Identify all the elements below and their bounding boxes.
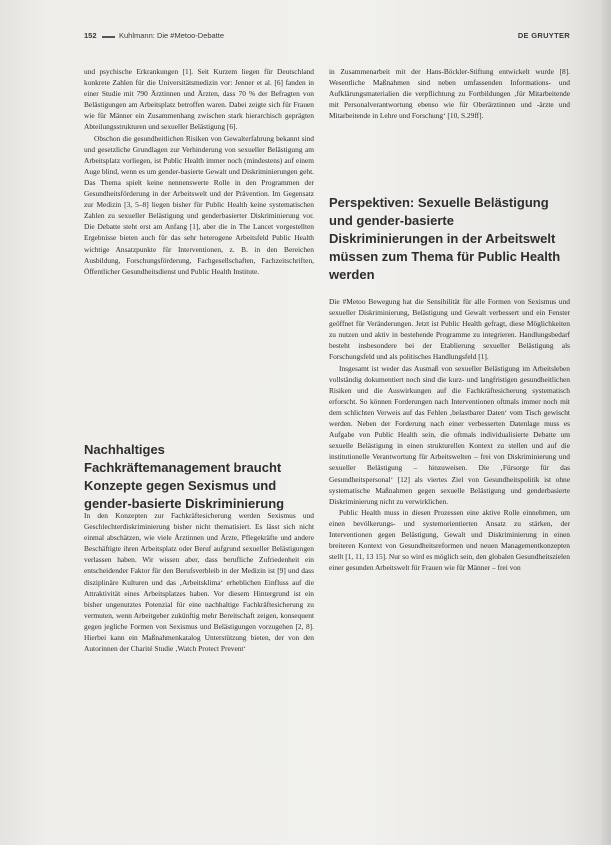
right-paragraph-1: in Zusammenarbeit mit der Hans-Böckler-Stiftung entwickelt wurde [8]. Wesentliche Maßnahmen sind neben umfassenden Informations- und Aufklärungsmaterialien die verpflichtung zu Fortbildungen ‚für Mitarbeitende mit Personalverantwortung ebenso wie für Oberärztinnen und -ärzte und Mitarbeitende in Lehre und Forschung‘ [10, S.29ff]. [329, 67, 570, 121]
header-rule [102, 36, 115, 38]
right-paragraph-3: Insgesamt ist weder das Ausmaß von sexueller Belästigung im Arbeitsleben vollständig dokumentiert noch sind die kurz- und langfristigen gesundheitlichen Risiken und die Auswirkungen auf die Fachkräftesicherung systematisch erforscht. So können Forderungen nach Interventionen oftmals immer noch mit dem schlichten Verweis auf das Fehlen ‚belastbarer Daten‘ vom Tisch gewischt werden. Neben der Forderung nach einer verbesserten Datenlage muss es Aufgabe von Public Health sein, die oftmals individualisierte Debatte um sexuelle Belästigung in einen strukturellen Kontext zu stellen und auf die institutionelle Verantwortung für Arbeitswelten – frei von Diskriminierung und sexueller Belästigung – hinzuweisen. Die ‚Fürsorge für das Gesundheitspersonal‘ [12] als viertes Ziel von Gesundheitspolitik ist ohne systematische Maßnahmen gegen sexuelle Belästigung und genderbasierte Diskriminierung nicht zu verwirklichen. [329, 363, 570, 506]
left-column-bottom [84, 510, 314, 654]
running-header [84, 31, 570, 43]
right-column-bottom [329, 296, 570, 573]
left-paragraph-1: und psychische Erkrankungen [1]. Seit Kurzem liegen für Deutschland konkrete Zahlen für die Universitätsmedizin vor: Jenner et al. [6] fanden in einer Studie mit 790 Ärztinnen und Ärzten, dass 70 % der Befragten von Belästigungen am Arbeitsplatz betroffen waren. Dabei zeigte sich für Frauen wie für Männer ein Zusammenhang zwischen stark hierarchisch geprägten Abteilungsstrukturen und sexueller Belästigung [6]. [84, 67, 314, 132]
right-column-top [329, 66, 570, 121]
right-paragraph-4: Public Health muss in diesen Prozessen eine aktive Rolle einnehmen, um einen bevölkerungs- und systemorientierten Ansatz zu stärken, der Interventionen gegen Belästigung, Gewalt und Diskriminierung in einen breiteren Kontext von Gesundheitsreformen und neuen Managementkonzepten stellt [1, 11, 13 15]. Nur so wird es möglich sein, den globalen Gesundheitszielen einer gesunden Arbeitswelt für Frauen wie für Männer – frei von [329, 507, 570, 573]
publisher-name: DE GRUYTER [517, 31, 570, 40]
section-heading-fachkraeftemanagement: Nachhaltiges Fachkräftemanagement braucht Konzepte gegen Sexismus und gender-basierte Diskriminierung [84, 442, 285, 511]
page-number: 152 [84, 31, 97, 40]
left-heading-block [84, 441, 314, 513]
section-heading-perspektiven: Perspektiven: Sexuelle Belästigung und gender-basierte Diskriminierungen in der Arbeitswelt müssen zum Thema für Public Health werden [329, 195, 561, 282]
left-column-top [84, 66, 314, 277]
left-paragraph-2: Obschon die gesundheitlichen Risiken von Gewalterfahrung bekannt sind und gesetzliche Grundlagen zur Verhinderung von sexueller Belästigung am Arbeitsplatz vorliegen, ist Public Health immer noch (mindestens) auf einem Auge blind, wenn es um gender-basierte Gewalt und Diskriminierungen geht. Das Thema spielt keine nennenswerte Rolle in den Programmen der Gesundheitsförderung in der Arbeitswelt und der Prävention. Im Gegensatz zur Medizin [3, 5–8] liegen bisher für Public Health keine systematischen Zahlen zu sexueller Belästigung und genderbasierter Diskriminierung vor. Die Debatte steht erst am Anfang [1], aber die in The Lancet vorgestellten Ergebnisse bieten auch für das sehr heterogene Arbeitsfeld Public Health wichtige Ansatzpunkte für Interventionen, z. B. in den Bereichen Ausbildung, Forschungsförderung, Fachgesellschaften, Fachzeitschriften, Öffentlicher Gesundheitsdienst und Public Health Institute. [84, 133, 314, 276]
running-title: Kuhlmann: Die #Metoo-Debatte [119, 31, 225, 40]
right-paragraph-2: Die #Metoo Bewegung hat die Sensibilität für alle Formen von Sexismus und sexueller Diskriminierung, Belästigung und Gewalt verbessert und ein Fenster geöffnet für Veränderungen. Jetzt ist Public Health gefragt, diese Möglichkeiten zu nutzen und aktiv in bestehende Programme zu integrieren. Handlungsbedarf besteht insbesondere bei der Etablierung sexueller Belästigung als Forschungsfeld und als politisches Handlungsfeld [1]. [329, 297, 570, 362]
left-paragraph-3: In den Konzepten zur Fachkräftesicherung werden Sexismus und Geschlechterdiskriminierung bisher nicht thematisiert. Es lässt sich nicht einmal abschätzen, wie viele Ärztinnen und Ärzte, Pflegekräfte und andere Beschäftigte ihren Arbeitsplatz oder Beruf aufgrund sexueller Belästigungen verlassen haben. Wir wissen aber, dass berufliche Zufriedenheit ein entscheidender Faktor für den Berufsverbleib in der Medizin ist [9] und dass disziplinäre Kulturen und das ‚Arbeitsklima‘ erheblichen Einfluss auf die Attraktivität eines Arbeitsplatzes haben. Vor diesem Hintergrund ist ein bisher ungenutztes Potenzial für eine nachhaltige Fachkräftesicherung zu vermuten, wenn Arbeitgeber zukünftig mehr Bereitschaft zeigen, konsequent gegen jegliche Formen von Sexismus und Belästigungen vorzugehen [2, 8]. Hierbei kann ein Maßnahmenkatalog Unterstützung bieten, der von den Autorinnen der Charité Studie ‚Watch Protect Prevent‘ [84, 511, 314, 654]
right-heading-block [329, 194, 570, 284]
page-edge [601, 0, 611, 845]
